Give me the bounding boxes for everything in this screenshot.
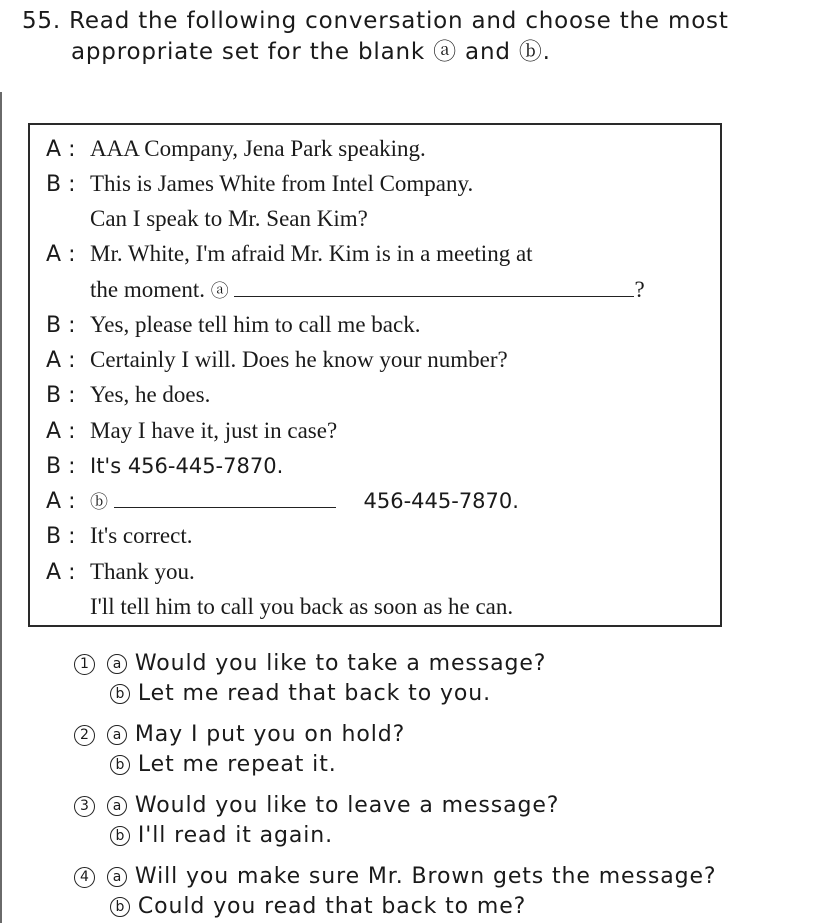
option-4[interactable] — [74, 862, 716, 922]
option-number: 4 — [74, 867, 95, 888]
speaker-label: A : — [46, 560, 76, 585]
speaker-label: B : — [46, 524, 76, 549]
dialogue-text: This is James White from Intel Company. — [90, 171, 474, 196]
dialogue-line — [46, 557, 195, 588]
option-2[interactable] — [74, 720, 405, 780]
speaker-label: A : — [46, 419, 76, 444]
question-and: and — [465, 39, 511, 65]
dialogue-text: Thank you. — [90, 559, 195, 584]
speaker-label: B : — [46, 313, 76, 338]
blank-b-line — [114, 487, 336, 508]
blank-a-marker: ⓐ — [210, 281, 229, 302]
option-number: 3 — [74, 796, 95, 817]
option-3[interactable] — [74, 791, 559, 851]
dialogue-text: Can I speak to Mr. Sean Kim? — [90, 206, 368, 231]
option-b-text: I'll read it again. — [137, 823, 334, 848]
dialogue-line — [46, 134, 426, 165]
blank-a-line — [234, 276, 634, 297]
option-a-text: Would you like to take a message? — [134, 651, 547, 676]
option-b-text: Let me repeat it. — [137, 752, 337, 777]
question-line-1 — [22, 6, 729, 37]
dialogue-box — [28, 123, 722, 627]
option-a-text: Will you make sure Mr. Brown gets the message? — [134, 864, 717, 889]
dialogue-line — [46, 416, 337, 447]
dialogue-text: I'll tell him to call you back as soon as he can. — [90, 594, 514, 619]
margin-rule — [0, 92, 2, 923]
blank-b-marker: b — [110, 897, 130, 917]
blank-a-marker: a — [107, 725, 127, 745]
blank-b-marker: ⓑ — [518, 39, 543, 65]
dialogue-text: Mr. White, I'm afraid Mr. Kim is in a meeting at — [90, 241, 533, 266]
phone-number: 456-445-7870. — [363, 489, 519, 513]
dialogue-line — [46, 345, 508, 376]
blank-a-marker: ⓐ — [433, 39, 457, 65]
dialogue-text: AAA Company, Jena Park speaking. — [90, 136, 426, 161]
question-mark: ? — [634, 277, 645, 302]
dialogue-line — [46, 380, 210, 411]
dialogue-text: Certainly I will. Does he know your number? — [90, 347, 508, 372]
dialogue-text: May I have it, just in case? — [90, 418, 338, 443]
speaker-label: B : — [46, 454, 76, 479]
option-b-text: Could you read that back to me? — [137, 894, 527, 919]
blank-b-marker: b — [110, 826, 130, 846]
dialogue-line — [46, 521, 192, 552]
dialogue-line — [90, 592, 513, 622]
dialogue-text: Yes, he does. — [90, 382, 211, 407]
dialogue-line — [90, 275, 645, 307]
speaker-label: A : — [46, 348, 76, 373]
blank-a-marker: a — [107, 796, 127, 816]
blank-a-marker: a — [107, 654, 127, 674]
dialogue-text: Yes, please tell him to call me back. — [90, 312, 421, 337]
speaker-label: A : — [46, 242, 76, 267]
dialogue-line — [46, 239, 533, 270]
dialogue-line — [90, 204, 368, 234]
question-line-2 — [22, 37, 729, 68]
option-number: 1 — [74, 654, 95, 675]
blank-a-marker: a — [107, 867, 127, 887]
option-1[interactable] — [74, 649, 546, 709]
blank-b-marker: b — [110, 684, 130, 704]
dialogue-line — [46, 169, 473, 200]
question-number: 55. — [22, 8, 61, 34]
option-b-text: Let me read that back to you. — [137, 681, 491, 706]
dialogue-line — [46, 486, 519, 518]
question-stem — [22, 6, 729, 68]
option-a-text: May I put you on hold? — [134, 722, 406, 747]
dialogue-line — [46, 451, 283, 482]
dialogue-text: the moment. — [90, 277, 205, 302]
question-period: . — [542, 39, 551, 65]
speaker-label: A : — [46, 489, 76, 514]
question-text-1: Read the following conversation and choose the most — [69, 8, 729, 34]
blank-b-marker: ⓑ — [90, 492, 108, 513]
blank-b-marker: b — [110, 755, 130, 775]
option-a-text: Would you like to leave a message? — [134, 793, 560, 818]
speaker-label: B : — [46, 172, 76, 197]
dialogue-text: It's 456-445-7870. — [90, 454, 284, 478]
dialogue-text: It's correct. — [90, 523, 193, 548]
speaker-label: B : — [46, 383, 76, 408]
question-text-2: appropriate set for the blank — [71, 39, 425, 65]
option-number: 2 — [74, 725, 95, 746]
speaker-label: A : — [46, 137, 76, 162]
dialogue-line — [46, 310, 420, 341]
